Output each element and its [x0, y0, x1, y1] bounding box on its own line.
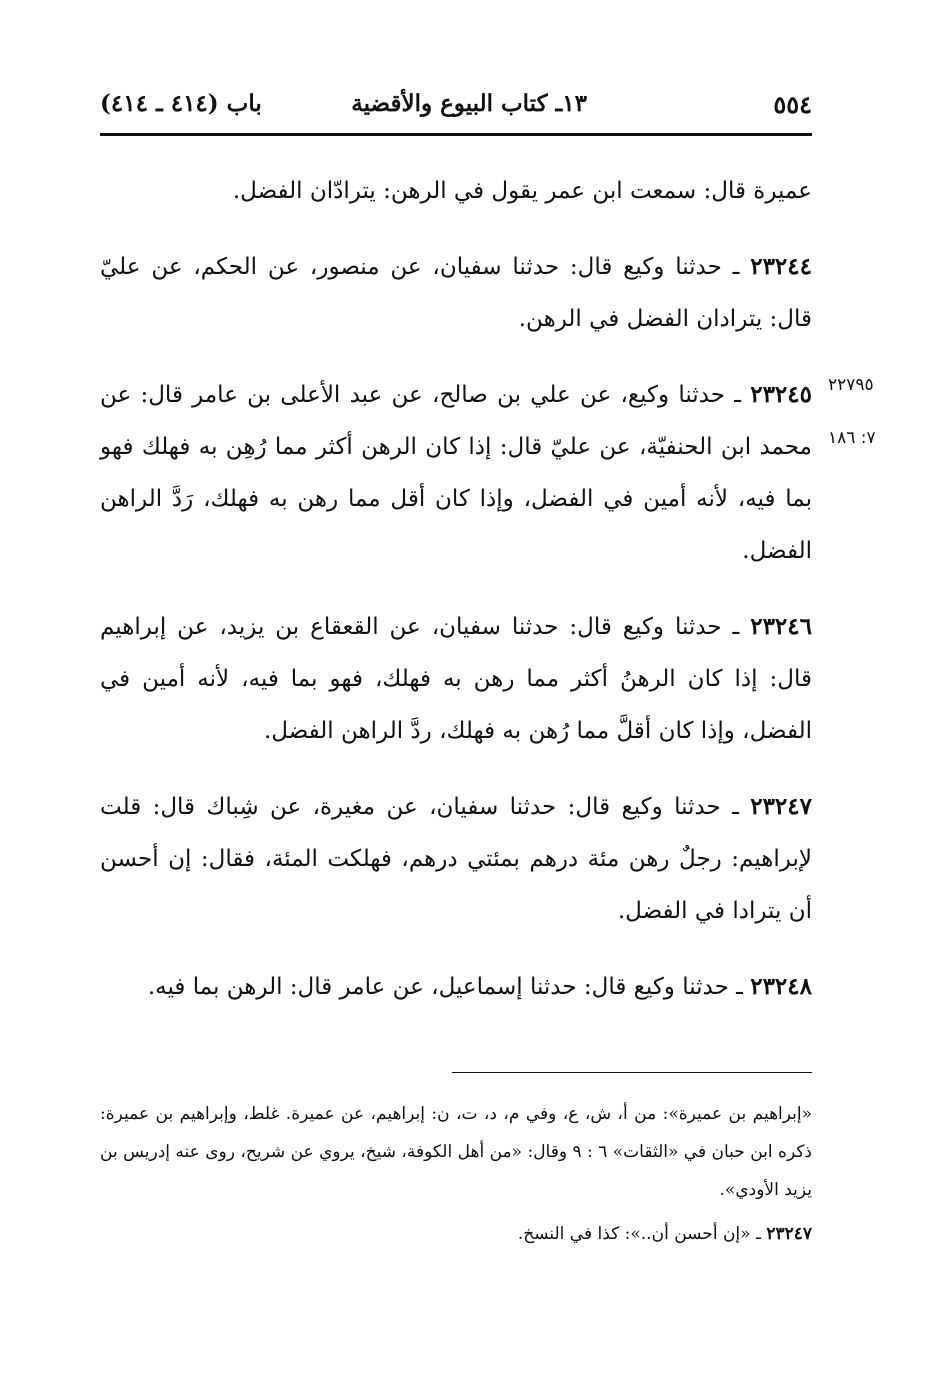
footnote-text: ـ «إن أحسن أن..»: كذا في النسخ. [517, 1224, 767, 1244]
paragraph-text: ـ حدثنا وكيع قال: حدثنا سفيان، عن مغيرة، عن شِباك قال: قلت لإبراهيم: رجلٌ رهن مئة درهم بمئتي درهم، فهلكت المئة، فقال: إن أحسن أن يترادا في الفضل. [100, 794, 812, 924]
footnote-number: ٢٣٢٤٧ [766, 1224, 812, 1244]
page-header [100, 88, 812, 128]
hadith-number: ٢٣٢٤٤ [750, 253, 812, 280]
paragraph-text: ـ حدثنا وكيع قال: حدثنا إسماعيل، عن عامر قال: الرهن بما فيه. [147, 974, 751, 1000]
hadith-number: ٢٣٢٤٧ [750, 793, 812, 820]
main-text [100, 165, 812, 1037]
paragraph [100, 241, 812, 345]
hadith-number: ٢٣٢٤٨ [750, 973, 812, 1000]
margin-note: ٢٢٧٩٥ [828, 375, 874, 395]
book-title: ١٣ـ كتاب البيوع والأقضية [351, 90, 587, 117]
paragraph [100, 781, 812, 937]
footnote [100, 1215, 812, 1253]
footnote-separator [452, 1072, 812, 1073]
margin-note: ٧: ١٨٦ [828, 428, 876, 448]
paragraph [100, 961, 812, 1013]
paragraph-text: ـ حدثنا وكيع، عن علي بن صالح، عن عبد الأعلى بن عامر قال: عن محمد ابن الحنفيّة، عن عليّ قال: إذا كان الرهن أكثر مما رُهِن به فهلك فهو بما فيه، لأنه أمين في الفضل، وإذا كان أقل مما رهن به فهلك، رَدَّ الراهن الفضل. [100, 382, 812, 564]
hadith-number: ٢٣٢٤٥ [750, 381, 812, 408]
paragraph-text: عميرة قال: سمعت ابن عمر يقول في الرهن: يترادّان الفضل. [232, 178, 812, 204]
paragraph [100, 369, 812, 577]
footnote: «إبراهيم بن عميرة»: من أ، ش، ع، وفي م، د، ت، ن: إبراهيم، عن عميرة. غلط، وإبراهيم بن عميرة: ذكره ابن حبان في «الثقات» ٦ : ٩ وقال: «من أهل الكوفة، شيخ، يروي عن شريح، روى عنه إدريس بن يزيد الأودي». [100, 1104, 812, 1200]
paragraph [100, 165, 812, 217]
paragraph-text: ـ حدثنا وكيع قال: حدثنا سفيان، عن القعقاع بن يزيد، عن إبراهيم قال: إذا كان الرهنُ أكثر مما رهن به فهلك، فهو بما فيه، لأنه أمين في الفضل، وإذا كان أقلَّ مما رُهن به فهلك، ردَّ الراهن الفضل. [100, 614, 812, 744]
paragraph [100, 601, 812, 757]
chapter-reference: باب (٤١٤ ـ ٤١٤) [100, 90, 262, 117]
page-number: ٥٥٤ [773, 90, 812, 119]
header-rule [100, 133, 812, 136]
hadith-number: ٢٣٢٤٦ [750, 613, 812, 640]
paragraph-text: ـ حدثنا وكيع قال: حدثنا سفيان، عن منصور، عن الحكم، عن عليّ قال: يترادان الفضل في الرهن. [100, 254, 812, 332]
footnotes [100, 1095, 812, 1253]
